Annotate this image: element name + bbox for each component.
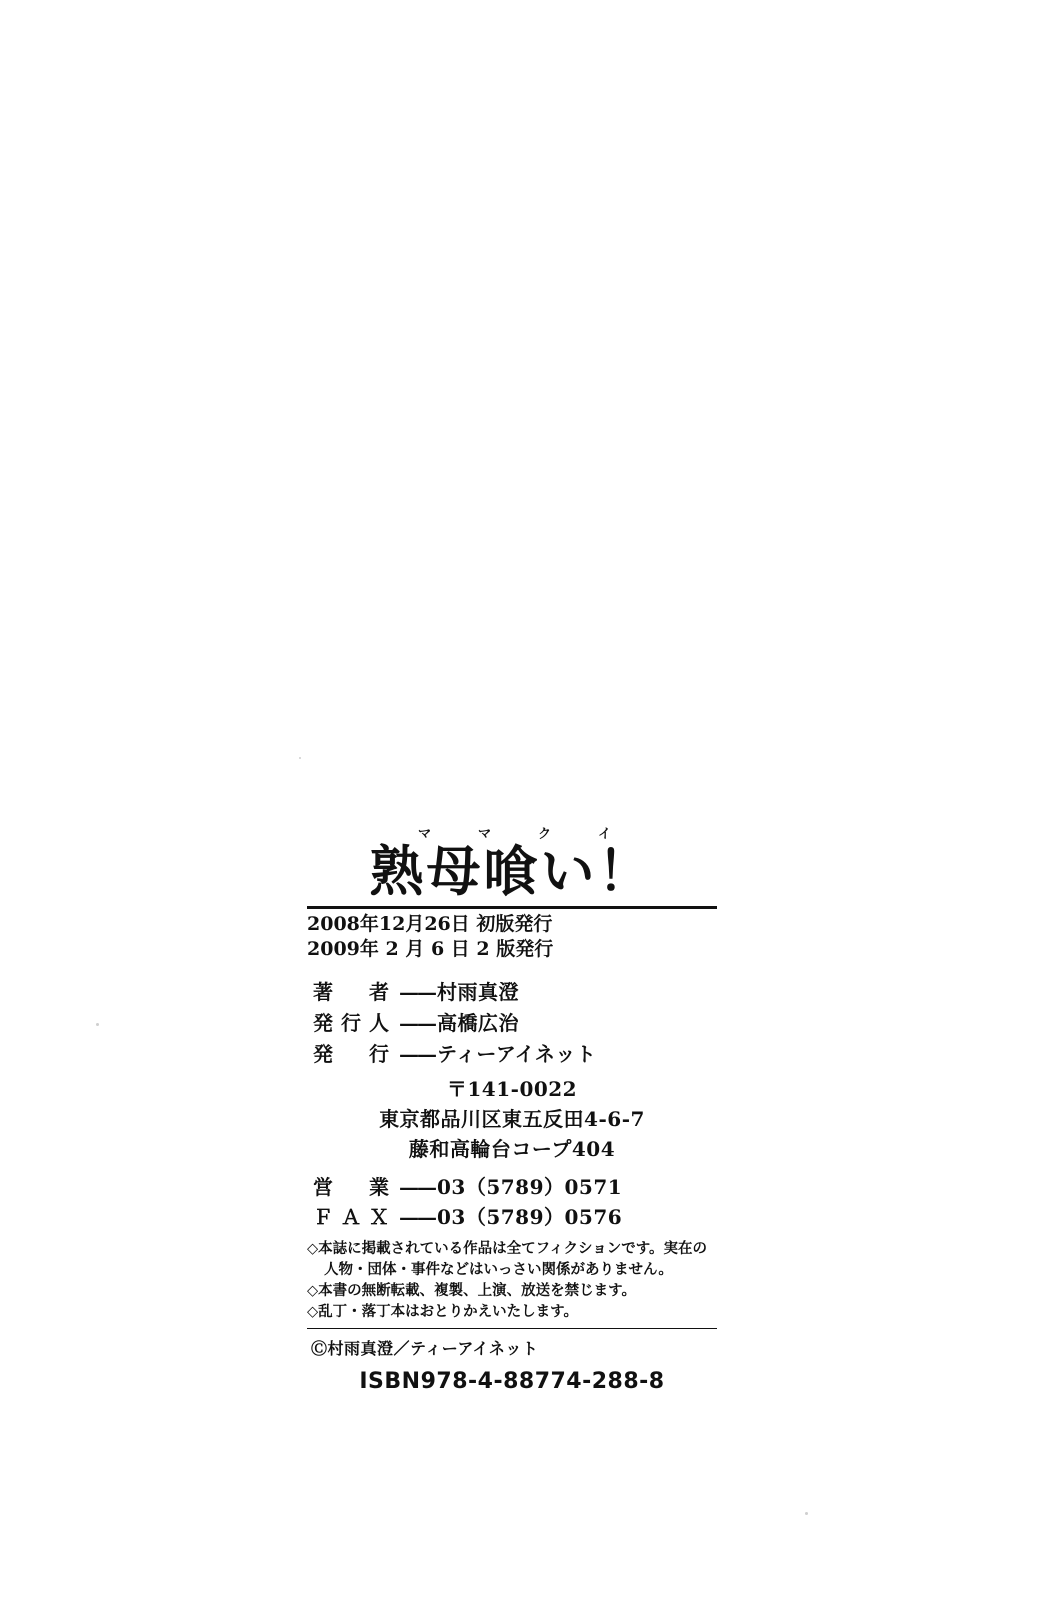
publication-date-1: 2008年12月26日 初版発行 — [307, 912, 553, 935]
credit-publisher-person-value: 高橋広治 — [437, 1010, 519, 1035]
contact-fax-label: ＦＡＸ — [313, 1204, 397, 1229]
credit-author — [307, 977, 717, 1008]
paper-speckle — [805, 1512, 808, 1515]
legal-notices — [307, 1238, 717, 1322]
credit-publisher-person-dash: —— — [399, 1010, 435, 1035]
publication-dates — [307, 912, 717, 963]
contact-fax — [307, 1202, 717, 1232]
address-line-2: 藤和高輪台コープ404 — [408, 1136, 616, 1161]
credit-publisher-dash: —— — [399, 1041, 435, 1066]
divider-thick — [307, 906, 717, 909]
contact-sales — [307, 1172, 717, 1202]
ruby-char-4: イ — [598, 827, 613, 842]
paper-speckle — [96, 1023, 99, 1026]
copyright-line: Ⓒ村雨真澄／ティーアイネット — [311, 1339, 539, 1359]
notice-fiction — [307, 1238, 717, 1280]
notice-reproduction-head: ◇本書の無断転載、複製、上演、放送を禁じます。 — [307, 1282, 636, 1299]
credit-author-value: 村雨真澄 — [437, 979, 519, 1004]
credit-author-label: 著 者 — [313, 979, 397, 1004]
contact-fax-value: 03（5789）0576 — [437, 1204, 623, 1229]
credit-publisher — [307, 1039, 717, 1070]
title-block — [307, 827, 717, 903]
isbn-number: ISBN978-4-88774-288-8 — [359, 1369, 665, 1395]
credit-publisher-person-label: 発行人 — [313, 1010, 397, 1035]
ruby-char-3: ク — [538, 827, 553, 842]
notice-defective — [307, 1301, 717, 1322]
notice-fiction-head: ◇本誌に掲載されている作品は全てフィクションです。実在の — [307, 1239, 708, 1257]
credits-list — [307, 977, 717, 1070]
notice-reproduction — [307, 1280, 717, 1301]
contact-fax-dash: —— — [399, 1204, 435, 1229]
credit-author-dash: —— — [399, 979, 435, 1004]
credit-publisher-label: 発 行 — [313, 1041, 397, 1066]
publication-date-2: 2009年 2 月 6 日 2 版発行 — [307, 938, 554, 961]
contact-sales-label: 営 業 — [313, 1174, 397, 1199]
contact-sales-dash: —— — [399, 1174, 435, 1199]
credit-publisher-value: ティーアイネット — [437, 1041, 597, 1066]
ruby-char-1: マ — [417, 827, 432, 842]
publisher-address — [307, 1074, 717, 1164]
credit-publisher-person — [307, 1008, 717, 1039]
address-line-1: 東京都品川区東五反田4-6-7 — [379, 1106, 645, 1131]
contacts-list — [307, 1172, 717, 1232]
page-title: 熟母喰い！ — [369, 839, 655, 903]
colophon-block — [307, 828, 717, 1394]
notice-defective-head: ◇乱丁・落丁本はおとりかえいたします。 — [307, 1303, 578, 1321]
ruby-char-2: マ — [477, 827, 492, 842]
contact-sales-value: 03（5789）0571 — [437, 1174, 623, 1199]
paper-speckle — [299, 757, 301, 759]
postal-code: 〒141-0022 — [446, 1076, 578, 1101]
notice-fiction-cont: 人物・団体・事件などはいっさい関係がありません。 — [324, 1260, 673, 1278]
divider-thin — [307, 1328, 717, 1329]
